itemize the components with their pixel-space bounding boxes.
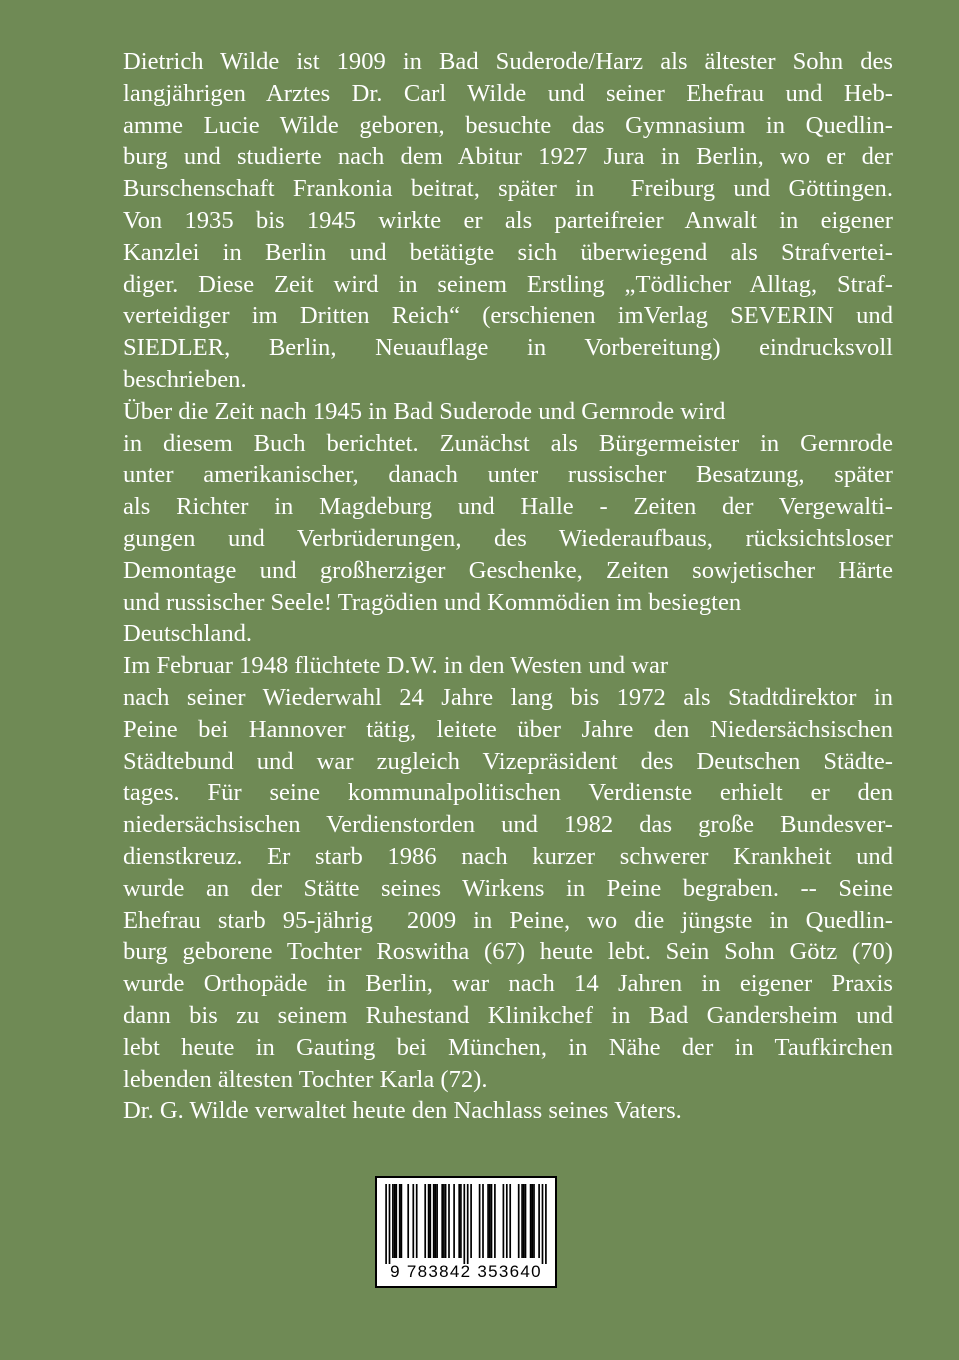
barcode-bar <box>518 1184 520 1258</box>
barcode-bar <box>407 1184 409 1258</box>
text-line: Dr. G. Wilde verwaltet heute den Nachlass seines Vaters. <box>123 1097 682 1125</box>
barcode-bar <box>441 1184 443 1258</box>
text-line: Burschenschaft Frankonia beitrat, später in Freiburg und Göttingen. <box>123 175 893 203</box>
barcode-bar <box>443 1184 445 1258</box>
barcode-bar <box>424 1184 426 1258</box>
text-line: burg und studierte nach dem Abitur 1927 Jura in Berlin, wo er der <box>123 143 893 171</box>
text-line: SIEDLER, Berlin, Neuauflage in Vorbereitung) eindrucksvoll <box>123 334 893 362</box>
barcode-bar <box>545 1184 547 1264</box>
barcode-bar <box>463 1184 465 1264</box>
barcode-bar <box>467 1184 469 1264</box>
barcode-bar <box>392 1184 394 1258</box>
text-line: langjährigen Arztes Dr. Carl Wilde und seiner Ehefrau und Heb- <box>123 79 893 107</box>
barcode-bar <box>401 1184 403 1258</box>
barcode-bar <box>479 1184 481 1258</box>
barcode-bar <box>482 1184 484 1258</box>
barcode-bar <box>503 1184 505 1258</box>
text-line: gungen und Verbrüderungen, des Wiederaufbaus, rücksichtsloser <box>123 524 893 552</box>
barcode-bar <box>531 1184 533 1258</box>
text-line: dann bis zu seinem Ruhestand Klinikchef in Bad Gandersheim und <box>123 1001 893 1029</box>
barcode-bar <box>491 1184 493 1258</box>
back-cover-text <box>123 46 893 1127</box>
text-line: in diesem Buch berichtet. Zunächst als Bürgermeister in Gernrode <box>123 429 893 457</box>
barcode-bar <box>487 1184 489 1258</box>
barcode-bar <box>542 1184 544 1264</box>
barcode-bar <box>448 1184 450 1258</box>
barcode-bar <box>489 1184 491 1258</box>
text-line: unter amerikanischer, danach unter russischer Besatzung, später <box>123 461 893 489</box>
barcode-bar <box>399 1184 401 1258</box>
text-line: tages. Für seine kommunalpolitischen Verdienste erhielt er den <box>123 779 893 807</box>
barcode-bar <box>433 1184 435 1258</box>
barcode-bar <box>533 1184 535 1258</box>
barcode-bar <box>509 1184 511 1258</box>
text-line: Kanzlei in Berlin und betätigte sich überwiegend als Strafvertei- <box>123 238 893 266</box>
barcode-bar <box>458 1184 460 1258</box>
barcode-bar <box>435 1184 437 1258</box>
text-line: beschrieben. <box>123 365 247 393</box>
text-line: verteidiger im Dritten Reich“ (erschienen imVerlag SEVERIN und <box>123 302 893 330</box>
text-line: Im Februar 1948 flüchtete D.W. in den Westen und war <box>123 652 669 680</box>
text-line: wurde an der Stätte seines Wirkens in Peine begraben. -- Seine <box>123 874 893 902</box>
text-line: diger. Diese Zeit wird in seinem Erstling „Tödlicher Alltag, Straf- <box>123 270 893 298</box>
barcode-bar <box>521 1184 523 1258</box>
barcode-bar <box>530 1184 532 1258</box>
text-line: Peine bei Hannover tätig, leitete über Jahre den Niedersächsischen <box>123 715 893 743</box>
text-line: amme Lucie Wilde geboren, besuchte das Gymnasium in Quedlin- <box>123 111 893 139</box>
barcode-bar <box>525 1184 527 1258</box>
barcode-bar <box>394 1184 396 1258</box>
text-line: und russischer Seele! Tragödien und Kommödien im besiegten <box>123 588 742 616</box>
barcode-bar <box>523 1184 525 1258</box>
text-line: nach seiner Wiederwahl 24 Jahre lang bis 1972 als Stadtdirektor in <box>123 683 893 711</box>
text-line: als Richter in Magdeburg und Halle - Zeiten der Vergewalti- <box>123 493 893 521</box>
text-line: Deutschland. <box>123 620 253 648</box>
text-line: Dietrich Wilde ist 1909 in Bad Suderode/Harz als ältester Sohn des <box>123 48 893 75</box>
text-line: burg geborene Tochter Roswitha (67) heute lebt. Sein Sohn Götz (70) <box>123 938 893 966</box>
text-line: Ehefrau starb 95-jährig 2009 in Peine, wo die jüngste in Quedlin- <box>123 906 893 934</box>
barcode-bar <box>538 1184 540 1258</box>
isbn-number: 9 783842 353640 <box>390 1262 542 1281</box>
text-line: dienstkreuz. Er starb 1986 nach kurzer schwerer Krankheit und <box>123 842 893 870</box>
text-line: Städtebund und war zugleich Vizepräsident des Deutschen Städte- <box>123 747 893 775</box>
barcode-bar <box>385 1184 387 1264</box>
text-line: Über die Zeit nach 1945 in Bad Suderode und Gernrode wird <box>123 397 726 425</box>
text-line: lebt heute in Gauting bei München, in Nähe der in Taufkirchen <box>123 1033 893 1061</box>
barcode-bar <box>470 1184 472 1258</box>
barcode-bar <box>453 1184 455 1258</box>
barcode-bar <box>389 1184 391 1264</box>
barcode-bar <box>506 1184 508 1258</box>
barcode-bar <box>412 1184 414 1258</box>
barcode-bar <box>494 1184 496 1258</box>
barcode-bar <box>460 1184 462 1258</box>
text-line: niedersächsischen Verdienstorden und 1982 das große Bundesver- <box>123 811 893 839</box>
barcode-bar <box>428 1184 430 1258</box>
barcode-bar <box>445 1184 447 1258</box>
text-line: wurde Orthopäde in Berlin, war nach 14 Jahren in eigener Praxis <box>123 970 893 998</box>
barcode-bar <box>429 1184 431 1258</box>
text-line: Von 1935 bis 1945 wirkte er als parteifreier Anwalt in eigener <box>123 206 893 234</box>
text-line: Demontage und großherziger Geschenke, Zeiten sowjetischer Härte <box>123 556 893 584</box>
barcode-bar <box>395 1184 397 1258</box>
barcode-bar <box>416 1184 418 1258</box>
isbn-barcode <box>375 1176 557 1288</box>
text-line: lebenden ältesten Tochter Karla (72). <box>123 1065 488 1093</box>
barcode-bar <box>436 1184 438 1258</box>
